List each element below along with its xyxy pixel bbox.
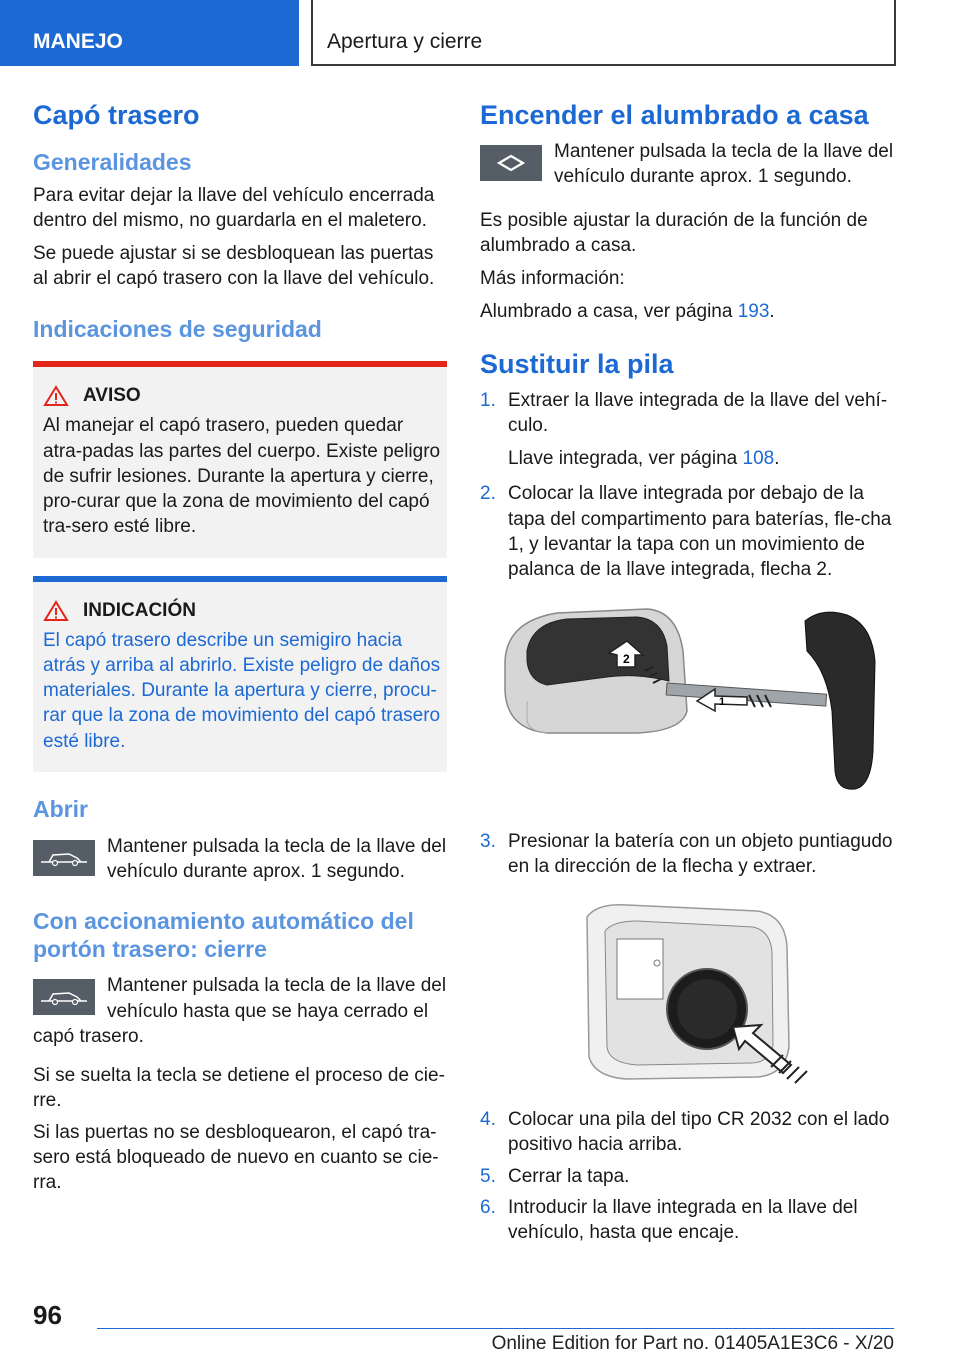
warning-title [43,385,447,407]
step-1-reference: Llave integrada, ver página 108. [508,448,780,470]
warning-title-text: AVISO [83,385,141,407]
battery-illustration [557,897,817,1087]
heading-auto-close: Con accionamiento automático del portón trasero: cierre [33,908,414,962]
heading-generalidades: Generalidades [33,149,192,176]
warning-box [33,361,447,557]
heading-safety: Indicaciones de seguridad [33,315,322,342]
left-column [33,100,447,1195]
arrow-label-1: 1 [719,695,726,708]
figure-key-cover [480,601,894,801]
battery-steps [480,388,894,583]
general-paragraph-2: Se puede ajustar si se desbloquean las puertas al abrir el capó trasero con la llave del vehículo. [33,243,435,290]
heading-home-lighting: Encender el alumbrado a casa [480,100,869,130]
figure-battery [480,897,894,1087]
step-5: 5. Cerrar la tapa. [480,1165,630,1187]
open-text: Mantener pulsada la tecla de la llave del vehículo durante aprox. 1 segundo. [107,835,447,882]
auto-close-instruction [33,973,447,1049]
more-info-label: Más información: [480,268,625,290]
tailgate-key-icon [33,979,95,1015]
heading-abrir: Abrir [33,795,88,822]
page-header [0,0,960,66]
note-text: El capó trasero describe un semigiro hacia atrás y arriba al abrirlo. Existe peligro de daños materiales. Durante la apertura y cierre, procu-rar que la zona de movimiento del capó trasero esté libre. [43,629,441,752]
battery-steps-cont-1 [480,829,894,880]
auto-close-text: Mantener pulsada la tecla de la llave del vehículo hasta que se haya cerrado el capó trasero. [33,975,447,1047]
right-column [480,100,894,1245]
auto-close-paragraph-2: Si se suelta la tecla se detiene el proceso de cie-rre. [33,1065,445,1112]
note-title [43,600,447,622]
page-link-108[interactable]: 108 [742,448,775,470]
step-1: 1. Extraer la llave integrada de la llave del vehí-culo. Llave integrada, ver página 108. [480,388,894,472]
step-3: 3. Presionar la batería con un objeto puntiagudo en la dirección de la flecha y extraer. [480,830,893,877]
open-instruction [33,834,447,885]
warning-triangle-icon [43,385,69,407]
title-capo-trasero: Capó trasero [33,100,200,130]
note-box [33,576,447,772]
page-link-193[interactable]: 193 [737,301,770,323]
key-cover-illustration [487,601,887,801]
page-number: 96 [33,1300,62,1330]
step-4: 4. Colocar una pila del tipo CR 2032 con el lado positivo hacia arriba. [480,1109,890,1156]
step-2: 2. Colocar la llave integrada por debajo de la tapa del compartimento para baterías, fle-cha 1, y levantar la tapa con un movimiento de palanca de la llave integrada, flecha 2. [480,483,892,581]
battery-steps-cont-2 [480,1107,894,1245]
light-key-icon [480,145,542,181]
warning-triangle-icon [43,600,69,622]
section-tab: MANEJO [0,0,299,66]
step-6: 6. Introducir la llave integrada en la llave del vehículo, hasta que encaje. [480,1196,858,1244]
note-title-text: INDICACIÓN [83,599,196,621]
general-paragraph-1: Para evitar dejar la llave del vehículo encerrada dentro del mismo, no guardarla en el maletero. [33,184,435,231]
home-lighting-instruction [480,139,894,190]
footer-edition: Online Edition for Part no. 01405A1E3C6 - X/20 [97,1328,894,1362]
heading-replace-battery: Sustituir la pila [480,348,674,379]
home-lighting-paragraph-2: Es posible ajustar la duración de la función de alumbrado a casa. [480,209,868,256]
tailgate-key-icon [33,840,95,876]
home-lighting-reference: Alumbrado a casa, ver página 193. [480,301,775,323]
chapter-title: Apertura y cierre [311,0,896,66]
home-lighting-text: Mantener pulsada la tecla de la llave del vehículo durante aprox. 1 segundo. [554,141,894,188]
arrow-label-2: 2 [623,651,630,666]
auto-close-paragraph-3: Si las puertas no se desbloquearon, el capó tra-sero está bloqueado de nuevo en cuanto se cie-rra. [33,1121,439,1194]
warning-text: Al manejar el capó trasero, pueden quedar atra-padas las partes del cuerpo. Existe peligro de sufrir lesiones. Durante la apertura y cierre, pro-curar que la zona de movimiento del capó tra-sero esté libre. [43,415,441,538]
